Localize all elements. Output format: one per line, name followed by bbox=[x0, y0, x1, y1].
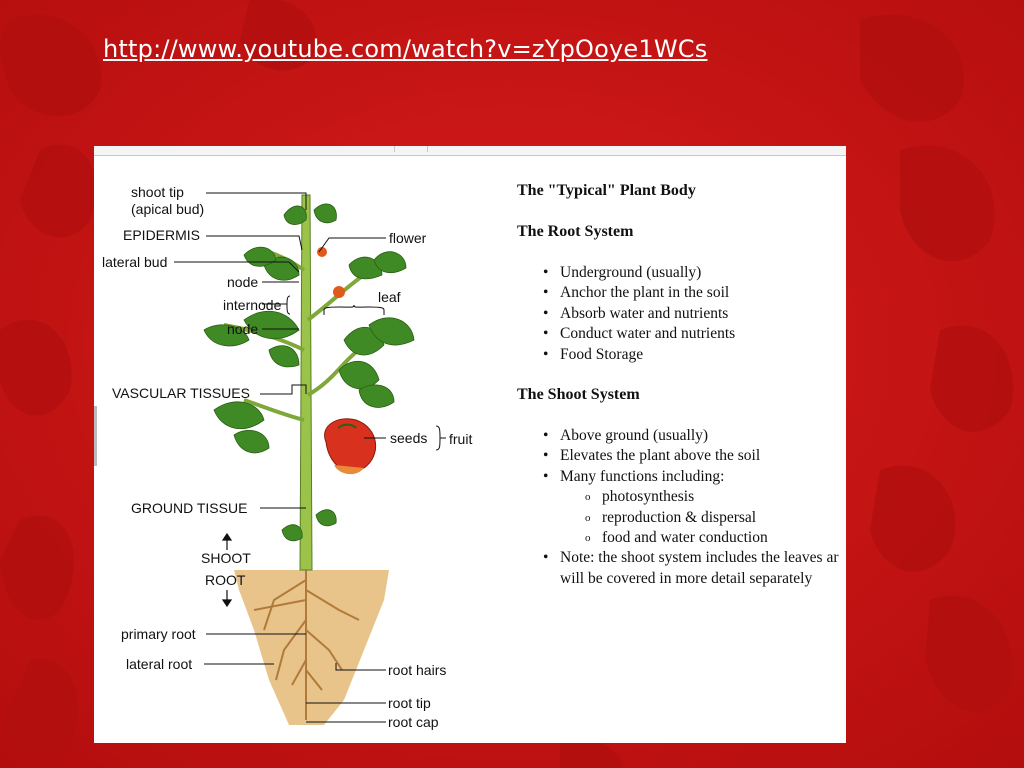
browser-strip bbox=[94, 146, 846, 156]
label-leaf: leaf bbox=[378, 289, 401, 305]
label-shoot-tip: shoot tip bbox=[131, 184, 184, 200]
list-item: • Elevates the plant above the soil bbox=[543, 447, 761, 465]
list-item: • Anchor the plant in the soil bbox=[543, 284, 730, 302]
video-link[interactable]: http://www.youtube.com/watch?v=zYpOoye1WCs bbox=[103, 35, 708, 63]
root-system-heading: The Root System bbox=[517, 223, 634, 240]
embedded-screenshot bbox=[94, 146, 846, 743]
list-item: • Many functions including: bbox=[543, 467, 725, 485]
flowers bbox=[317, 247, 345, 298]
list-item: • Underground (usually) bbox=[543, 264, 702, 281]
list-item: • Note: the shoot system includes the leaves ar bbox=[543, 549, 839, 567]
label-root-cap: root cap bbox=[388, 714, 439, 730]
shoot-system-heading: The Shoot System bbox=[517, 386, 640, 403]
shoot-root-arrows bbox=[223, 534, 231, 606]
sub-list-item: o photosynthesis bbox=[585, 488, 695, 506]
list-item: • Food Storage bbox=[543, 345, 644, 363]
shoot-system-list bbox=[517, 426, 839, 589]
label-node-bottom: node bbox=[227, 321, 259, 337]
label-node-top: node bbox=[227, 274, 259, 290]
label-shoot: SHOOT bbox=[201, 550, 251, 566]
browser-tab-edge bbox=[394, 146, 428, 152]
list-item-continuation: will be covered in more detail separately bbox=[560, 569, 813, 587]
label-lateral-root: lateral root bbox=[126, 656, 193, 672]
list-item: • Conduct water and nutrients bbox=[543, 325, 736, 343]
list-item: • Above ground (usually) bbox=[543, 427, 709, 444]
tomato-fruit bbox=[325, 419, 376, 474]
stem bbox=[300, 195, 312, 570]
label-primary-root: primary root bbox=[121, 626, 196, 642]
root-system-list bbox=[517, 263, 735, 365]
label-fruit: fruit bbox=[449, 431, 473, 447]
label-seeds: seeds bbox=[390, 430, 428, 446]
label-vascular-tissues: VASCULAR TISSUES bbox=[112, 385, 250, 401]
label-lateral-bud: lateral bud bbox=[102, 254, 168, 270]
label-root: ROOT bbox=[205, 572, 246, 588]
label-flower: flower bbox=[389, 230, 427, 246]
sub-list-item: o food and water conduction bbox=[585, 528, 768, 546]
sub-list-item: o reproduction & dispersal bbox=[585, 508, 757, 526]
label-root-hairs: root hairs bbox=[388, 662, 447, 678]
plant-diagram bbox=[94, 180, 514, 743]
notes-title: The "Typical" Plant Body bbox=[517, 182, 696, 199]
label-ground-tissue: GROUND TISSUE bbox=[131, 500, 248, 516]
label-epidermis: EPIDERMIS bbox=[123, 227, 201, 243]
label-root-tip: root tip bbox=[388, 695, 431, 711]
label-apical-bud: (apical bud) bbox=[131, 201, 205, 217]
list-item: • Absorb water and nutrients bbox=[543, 304, 729, 322]
label-internode: internode bbox=[223, 297, 282, 313]
